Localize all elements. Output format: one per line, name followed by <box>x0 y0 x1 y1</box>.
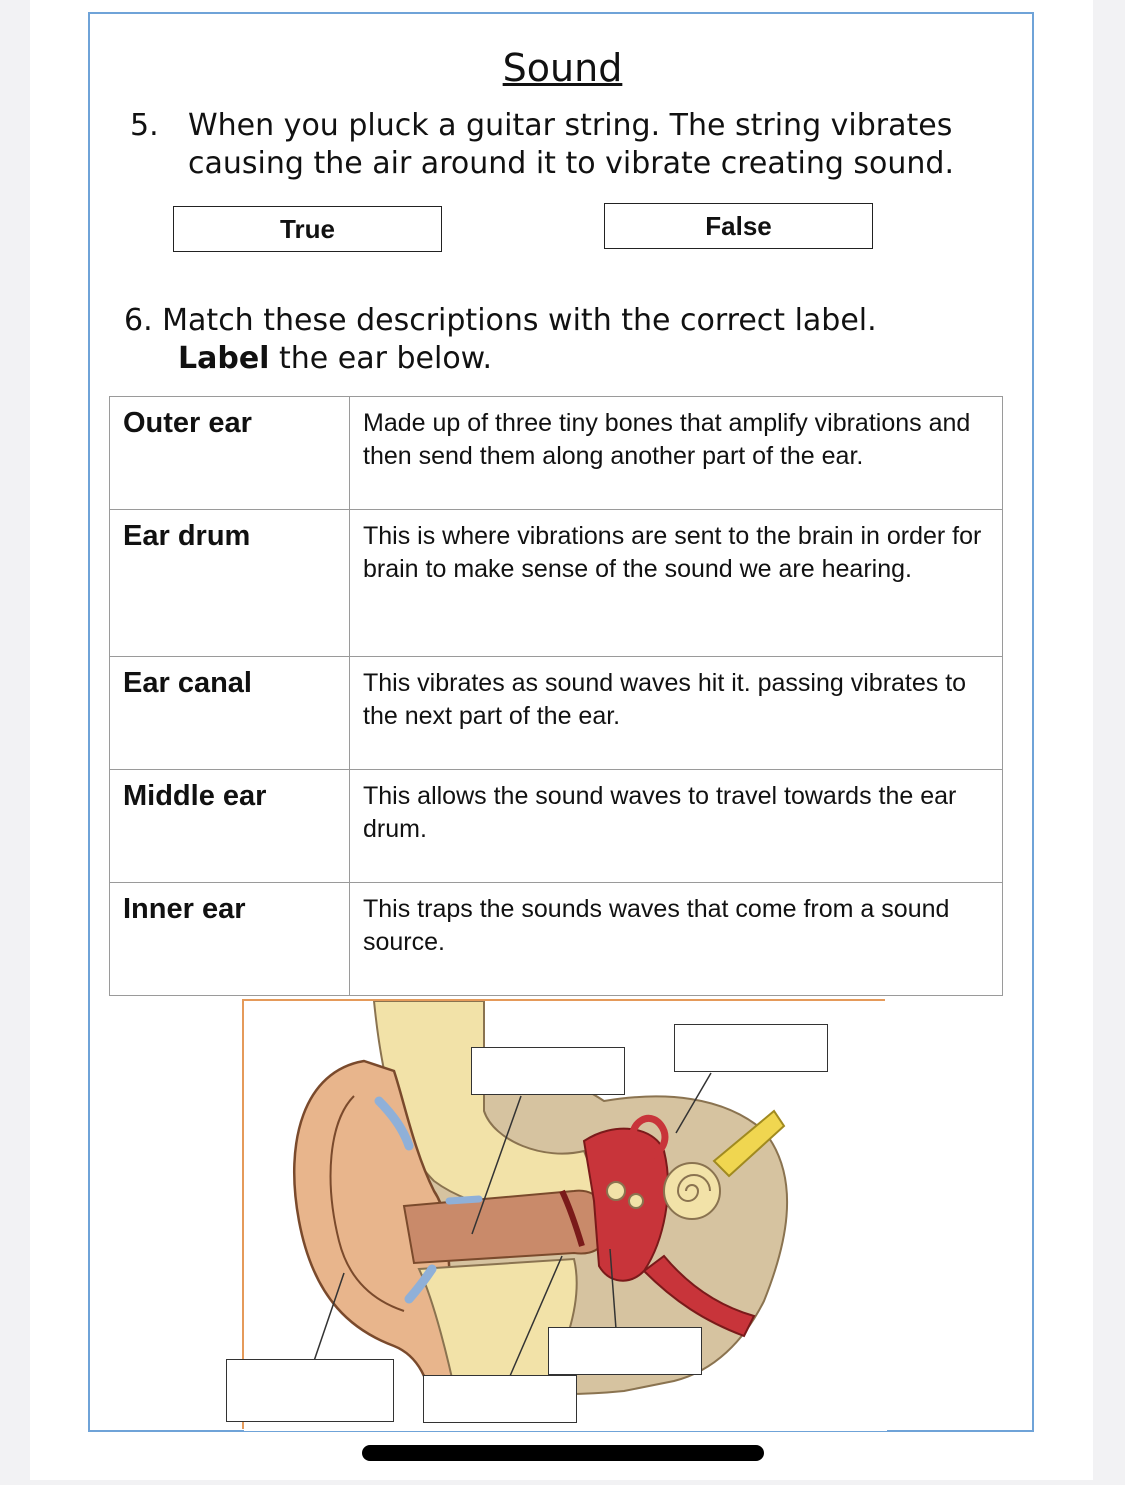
question-6 <box>124 302 877 378</box>
matching-table <box>109 396 1003 996</box>
false-option-box[interactable]: False <box>604 203 873 249</box>
answer-box-5[interactable] <box>548 1327 702 1375</box>
ear-part-label[interactable]: Inner ear <box>110 883 350 996</box>
ear-part-label[interactable]: Ear drum <box>110 510 350 657</box>
ear-part-description[interactable]: This traps the sounds waves that come from a sound source. <box>350 883 1003 996</box>
ear-part-description[interactable]: This is where vibrations are sent to the brain in order for brain to make sense of the sound we are hearing. <box>350 510 1003 657</box>
question-6-instruction: 6. Match these descriptions with the correct label. <box>124 303 877 338</box>
ear-part-description[interactable]: This vibrates as sound waves hit it. passing vibrates to the next part of the ear. <box>350 657 1003 770</box>
question-5-number: 5. <box>130 108 159 143</box>
table-row <box>110 883 1003 996</box>
ear-part-description[interactable]: This allows the sound waves to travel towards the ear drum. <box>350 770 1003 883</box>
table-row <box>110 510 1003 657</box>
answer-box-2[interactable] <box>674 1024 828 1072</box>
ossicle-bone <box>607 1182 625 1200</box>
answer-box-1[interactable] <box>471 1047 625 1095</box>
question-6-subinstruction <box>124 340 877 378</box>
page-title: Sound <box>502 46 623 90</box>
ear-part-description[interactable]: Made up of three tiny bones that amplify vibrations and then send them along another part of the ear. <box>350 397 1003 510</box>
cochlea <box>664 1163 720 1219</box>
table-row <box>110 657 1003 770</box>
home-indicator[interactable] <box>362 1445 764 1461</box>
label-rest-text: the ear below. <box>269 341 492 376</box>
ear-part-label[interactable]: Outer ear <box>110 397 350 510</box>
answer-box-3[interactable] <box>226 1359 394 1422</box>
table-row <box>110 770 1003 883</box>
ossicle-bone <box>629 1194 643 1208</box>
table-row <box>110 397 1003 510</box>
label-bold-word: Label <box>178 341 270 376</box>
ear-part-label[interactable]: Ear canal <box>110 657 350 770</box>
question-5-text: When you pluck a guitar string. The string vibrates causing the air around it to vibrate creating sound. <box>188 108 955 181</box>
ear-part-label[interactable]: Middle ear <box>110 770 350 883</box>
blue-vessel <box>449 1199 479 1201</box>
true-option-box[interactable]: True <box>173 206 442 252</box>
answer-box-4[interactable] <box>423 1375 577 1423</box>
